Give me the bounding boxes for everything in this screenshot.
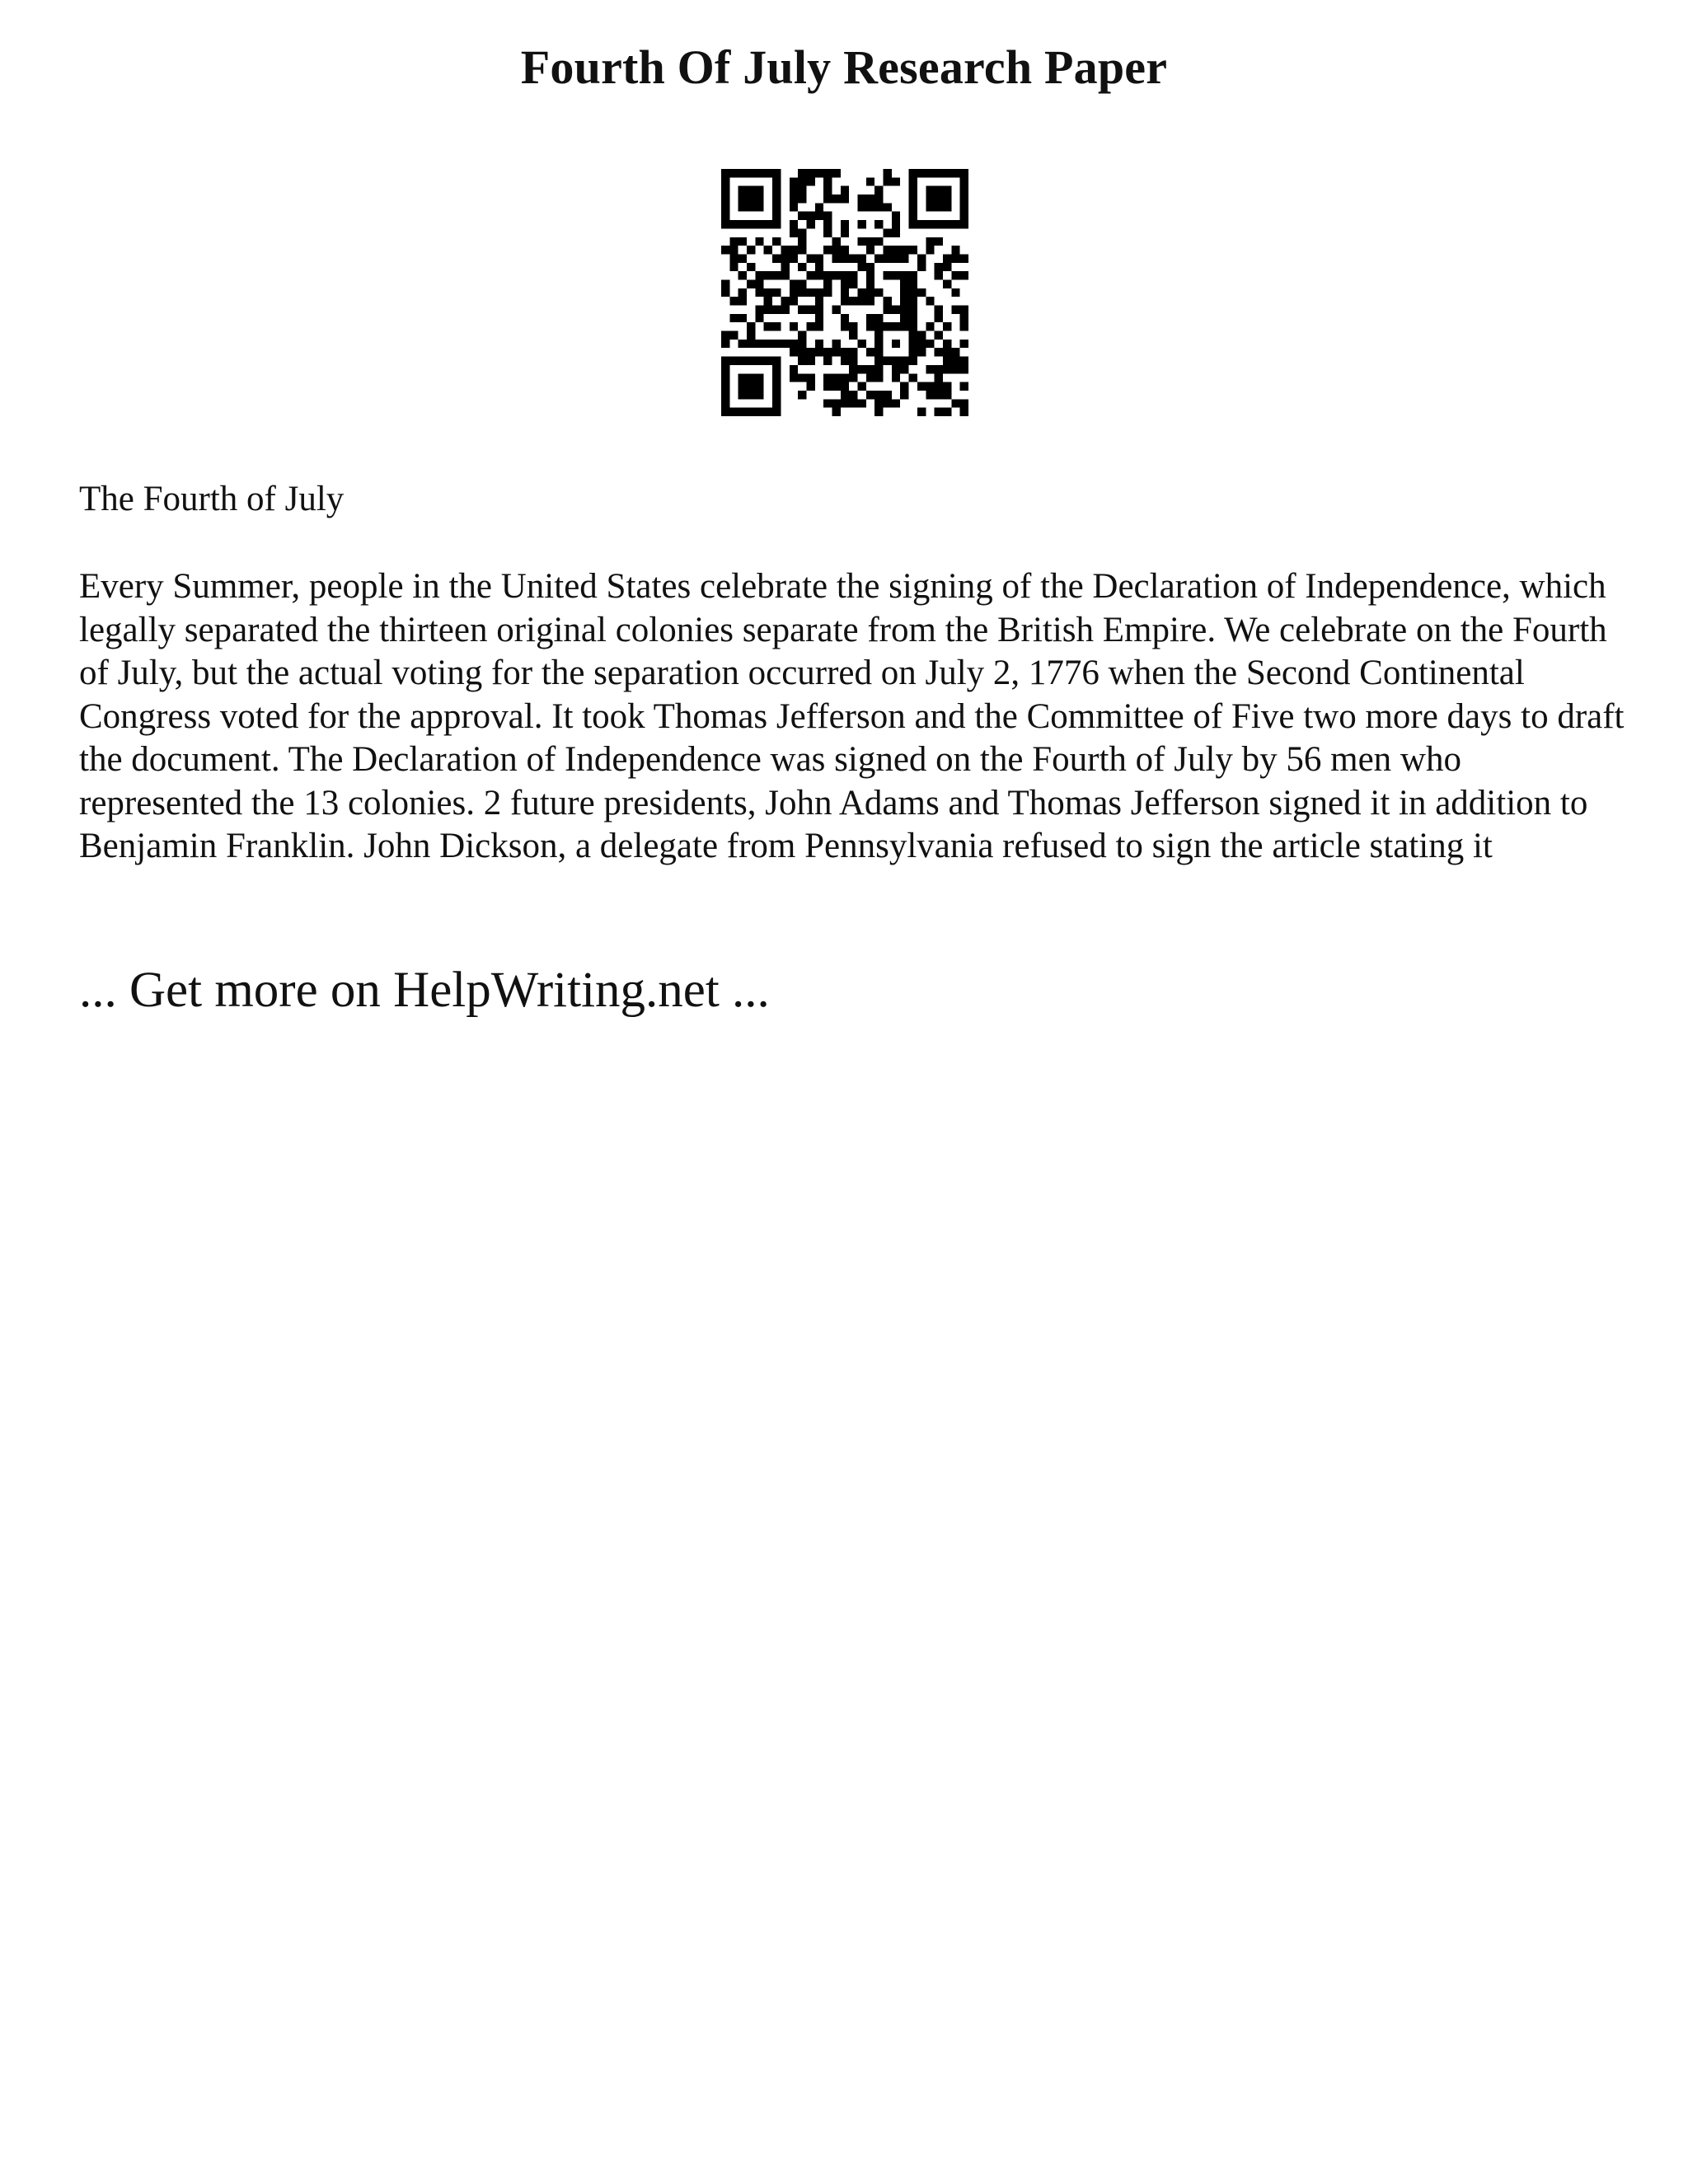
qr-code-icon[interactable] (721, 169, 968, 416)
get-more-link[interactable]: ... Get more on HelpWriting.net ... (79, 963, 770, 1018)
body-paragraph: Every Summer, people in the United States celebrate the signing of the Declaration of Independence, which legally separated the thirteen original colonies separate from the British Empire. We celebrate on the Fourth of July, but the actual voting for the separation occurred on July 2, 1776 when the Second Continental Congress voted for the approval. It took Thomas Jefferson and the Committee of Five two more days to draft the document. The Declaration of Independence was signed on the Fourth of July by 56 men who represented the 13 colonies. 2 future presidents, John Adams and Thomas Jefferson signed it in addition to Benjamin Franklin. John Dickson, a delegate from Pennsylvania refused to sign the article stating it (79, 567, 1625, 865)
page-title: Fourth Of July Research Paper (520, 40, 1168, 94)
section-heading: The Fourth of July (79, 480, 345, 518)
